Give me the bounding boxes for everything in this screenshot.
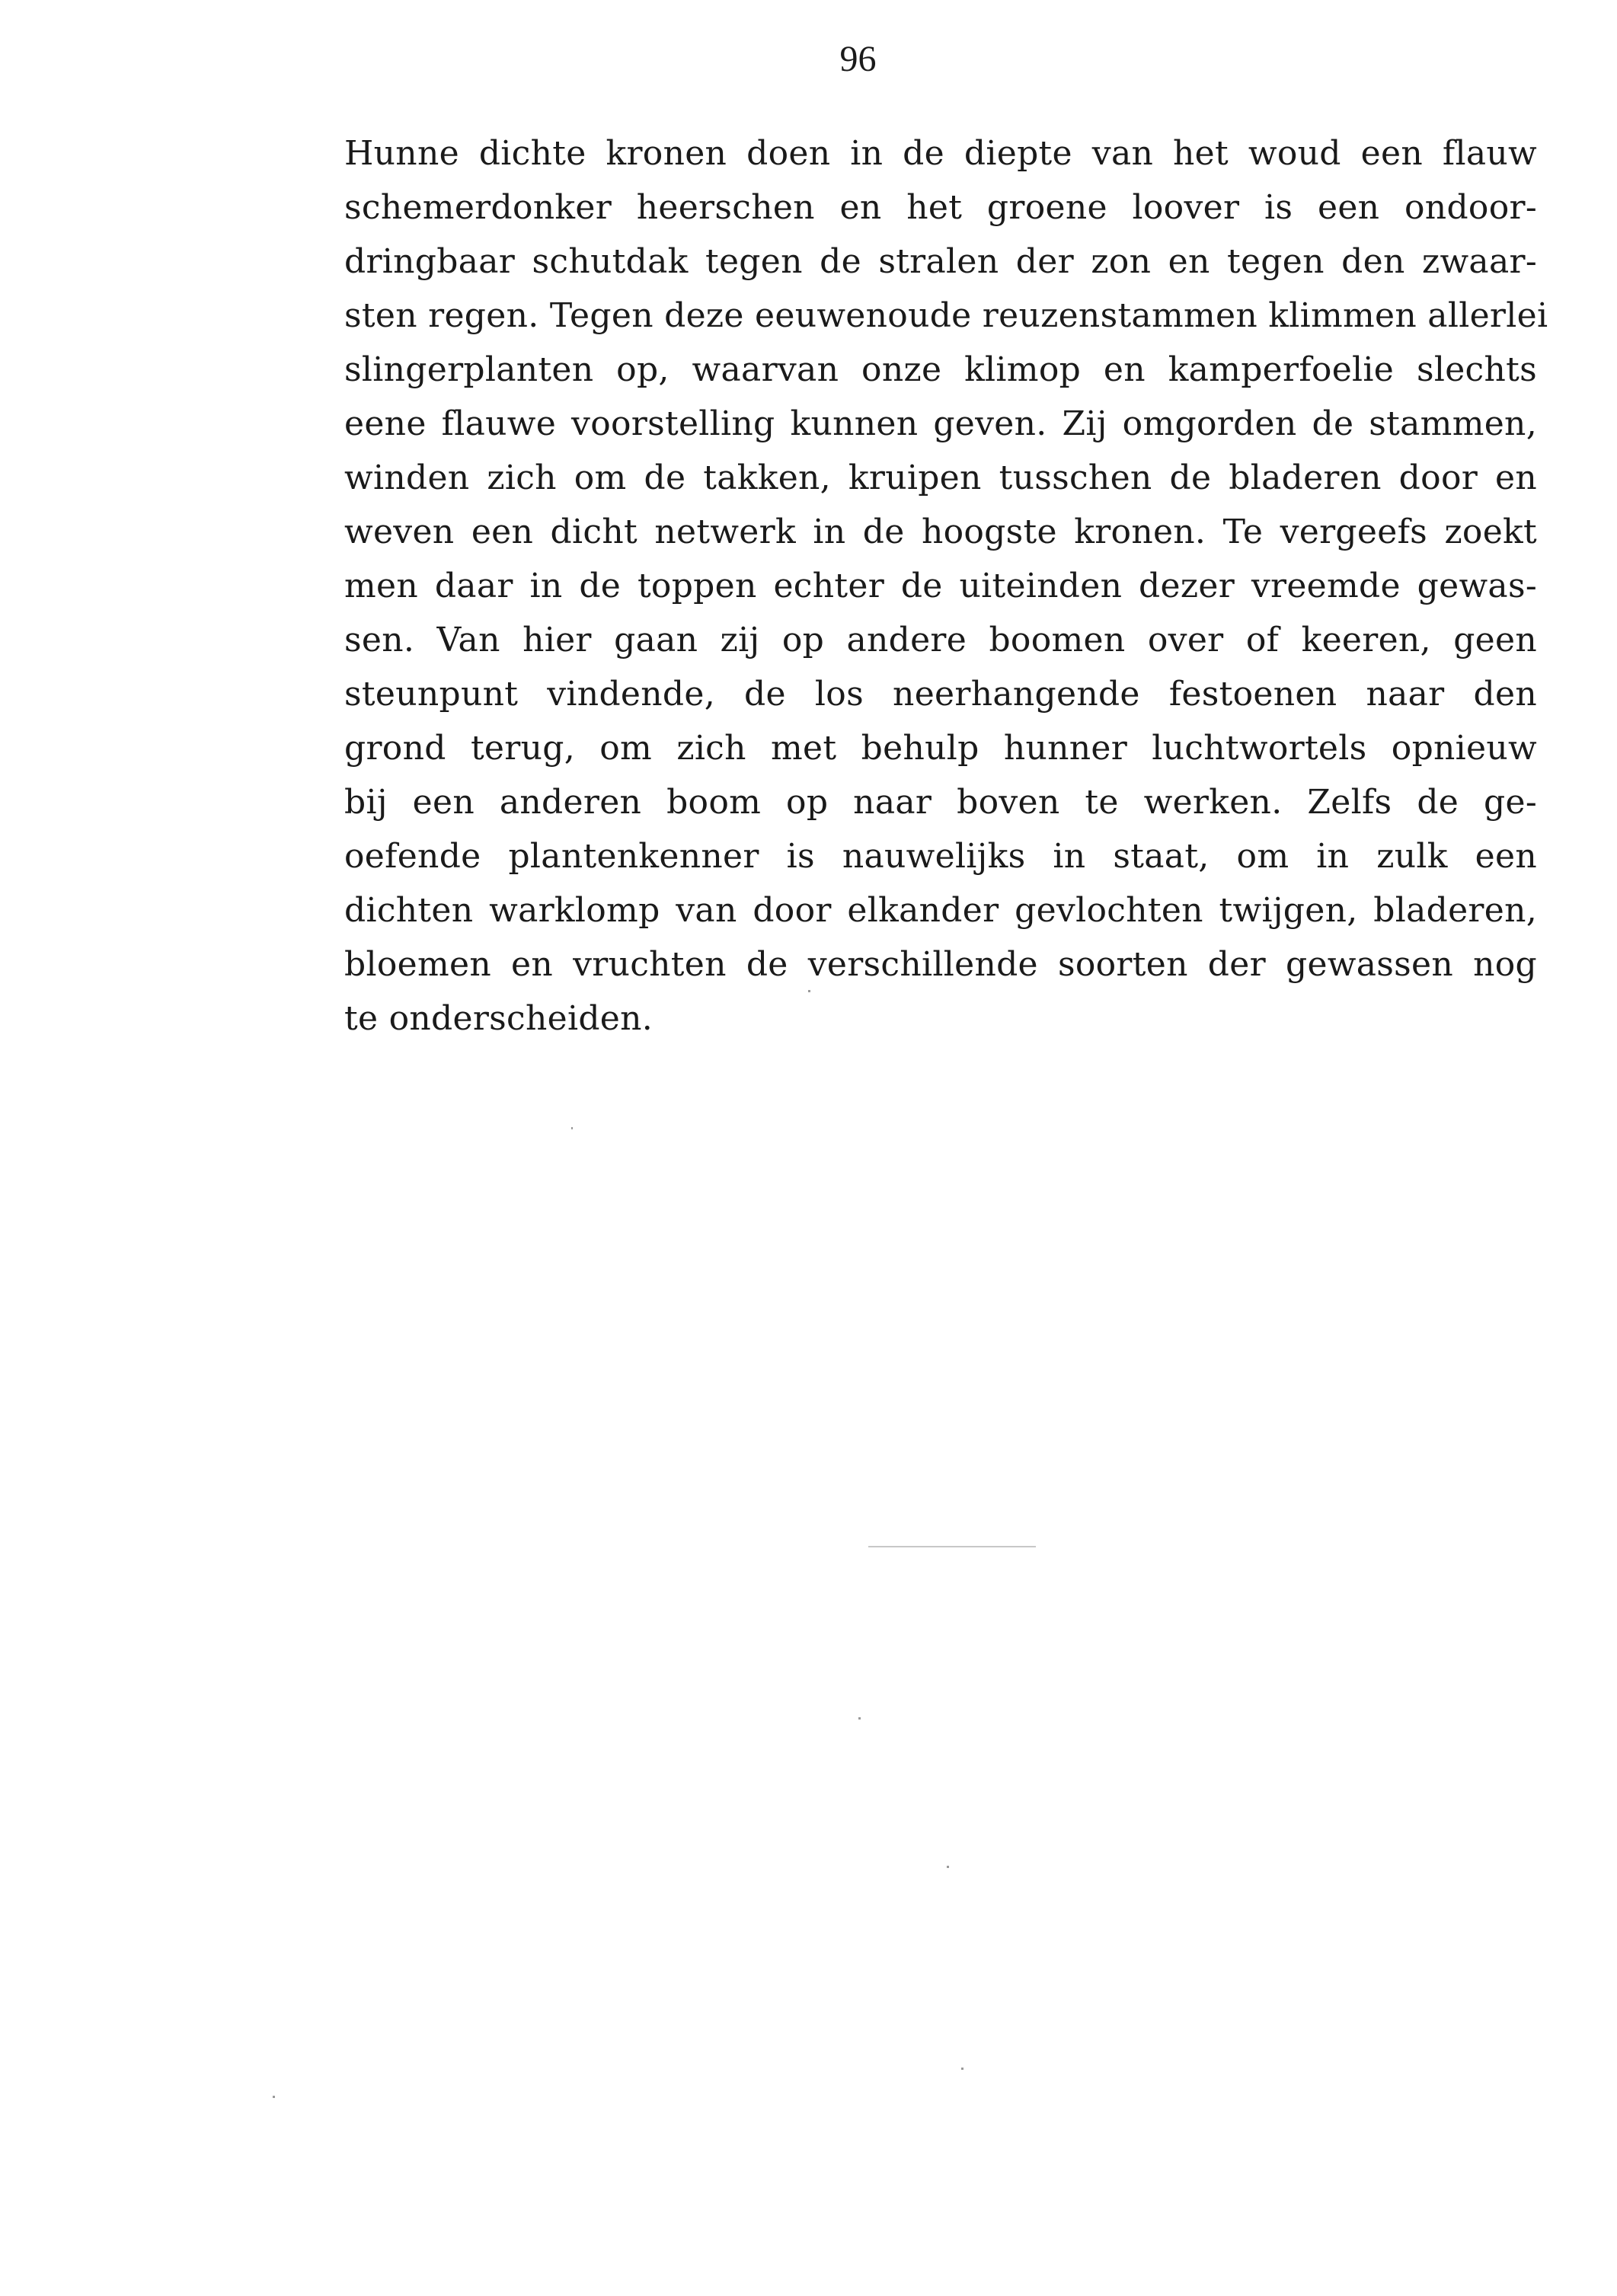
scan-speck bbox=[947, 1866, 949, 1868]
text-line-last: te onderscheiden. bbox=[344, 999, 654, 1038]
scan-speck bbox=[808, 990, 810, 992]
text-line: grond terug, om zich met behulp hunner luchtwortels opnieuw bbox=[344, 729, 1537, 768]
body-paragraph bbox=[344, 126, 1548, 1046]
text-line: steunpunt vindende, de los neerhangende festoenen naar den bbox=[344, 675, 1537, 714]
text-line: sen. Van hier gaan zij op andere boomen over of keeren, geen bbox=[344, 621, 1537, 659]
text-line: weven een dicht netwerk in de hoogste kronen. Te vergeefs zoekt bbox=[344, 513, 1537, 551]
scan-speck bbox=[858, 1717, 861, 1720]
text-line: schemerdonker heerschen en het groene loover is een ondoor- bbox=[344, 188, 1537, 227]
text-line: dringbaar schutdak tegen de stralen der zon en tegen den zwaar- bbox=[344, 242, 1537, 281]
text-line: eene flauwe voorstelling kunnen geven. Zij omgorden de stammen, bbox=[344, 404, 1537, 443]
text-line: bloemen en vruchten de verschillende soorten der gewassen nog bbox=[344, 945, 1537, 984]
text-line: Hunne dichte kronen doen in de diepte van het woud een flauw bbox=[344, 134, 1537, 173]
text-line: slingerplanten op, waarvan onze klimop en kamperfoelie slechts bbox=[344, 350, 1537, 389]
scan-speck bbox=[273, 2096, 275, 2098]
scan-streak bbox=[868, 1546, 1036, 1547]
text-line: oefende plantenkenner is nauwelijks in staat, om in zulk een bbox=[344, 837, 1537, 876]
text-line: men daar in de toppen echter de uiteinden dezer vreemde gewas- bbox=[344, 567, 1537, 605]
text-line: bij een anderen boom op naar boven te werken. Zelfs de ge- bbox=[344, 783, 1537, 822]
text-line: sten regen. Tegen deze eeuwenoude reuzenstammen klimmen allerlei bbox=[344, 296, 1548, 335]
text-line: winden zich om de takken, kruipen tusschen de bladeren door en bbox=[344, 458, 1537, 497]
text-line: dichten warklomp van door elkander gevlochten twijgen, bladeren, bbox=[344, 891, 1537, 930]
scan-speck bbox=[961, 2068, 963, 2070]
scan-speck bbox=[571, 1127, 573, 1129]
page-number: 96 bbox=[839, 39, 877, 79]
